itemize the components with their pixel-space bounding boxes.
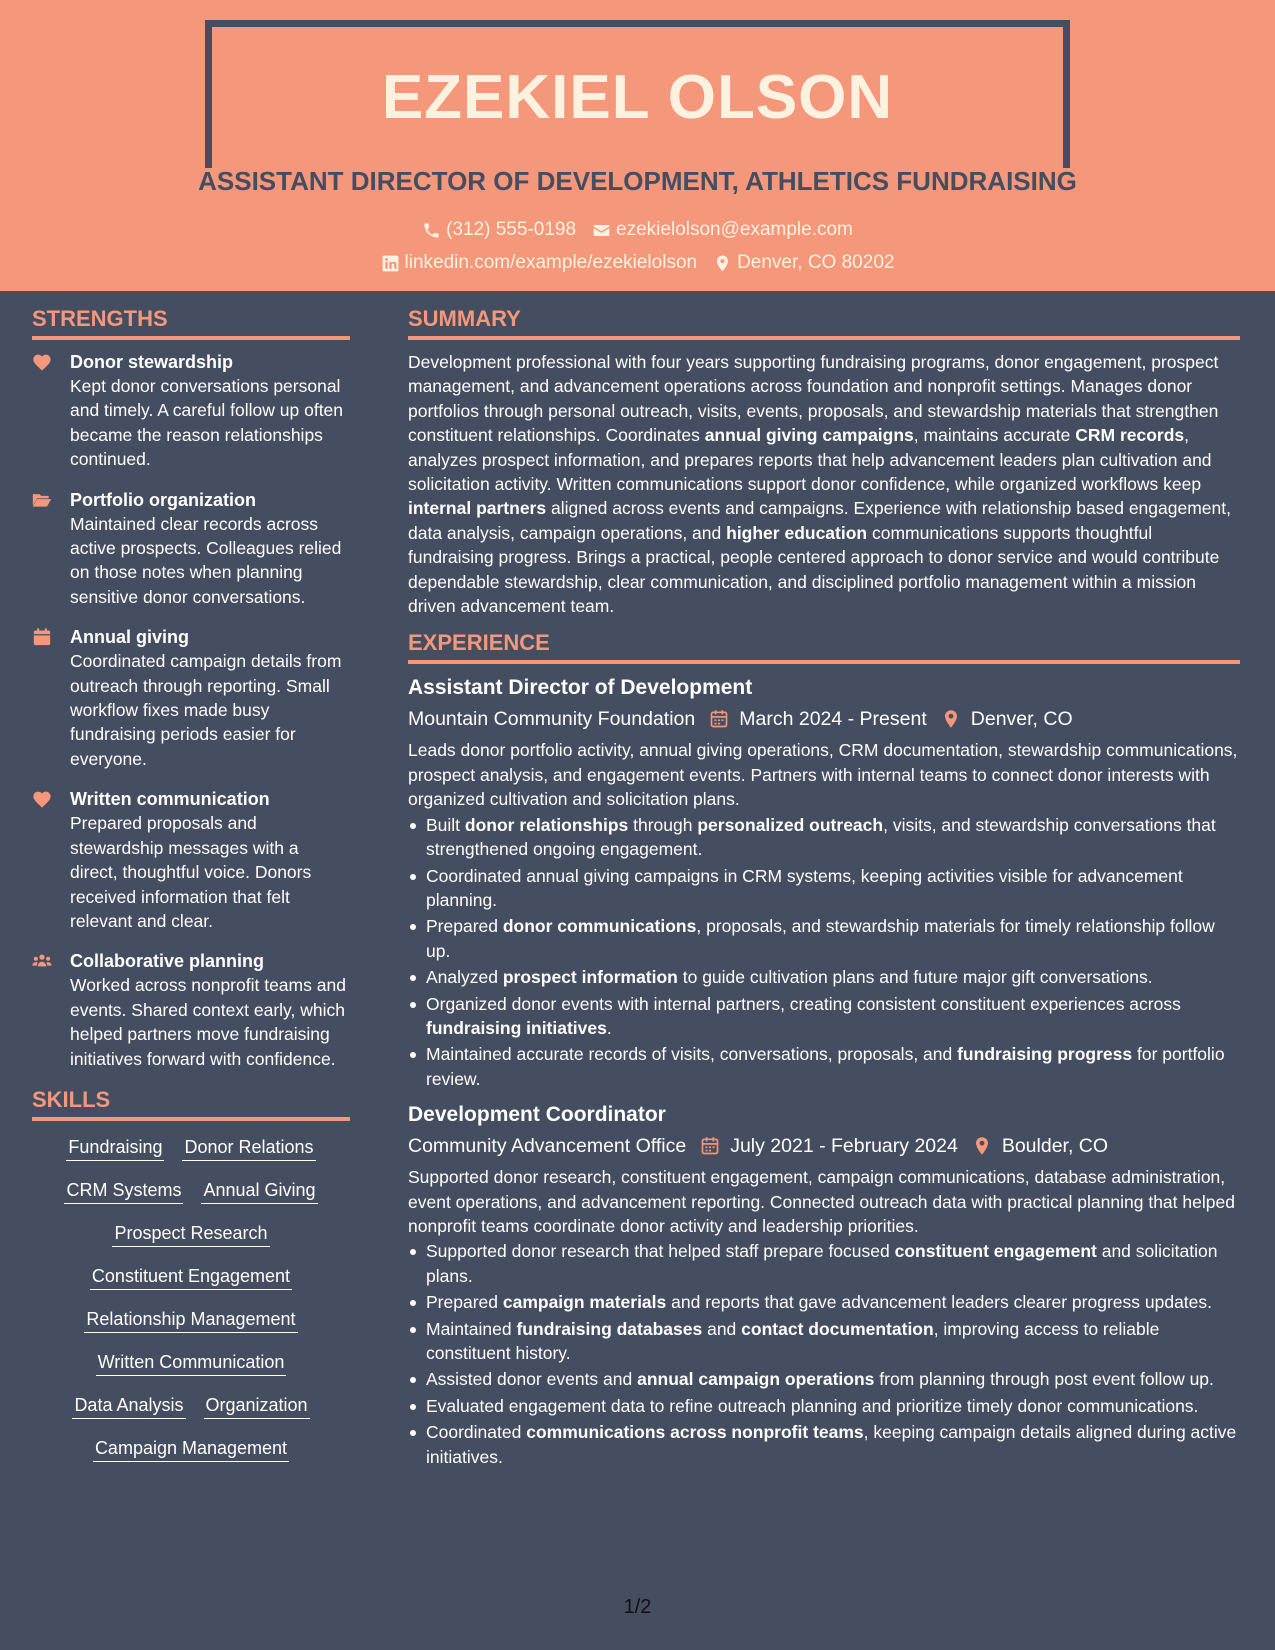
text-span: Coordinated (426, 1422, 527, 1443)
job-description: Leads donor portfolio activity, annual giving operations, CRM documentation, stewardship communications, prospect analysis, and engagement events. Partners with internal teams to connect donor interests with organized cultivation and solicitation plans. (408, 740, 1238, 810)
strengths-list (32, 350, 350, 1071)
contact-location (713, 252, 894, 274)
job-entry (408, 1101, 1240, 1469)
bold-text: fundraising databases (516, 1318, 703, 1339)
text-span: Maintained accurate records of visits, conversations, proposals, and (426, 1044, 958, 1065)
contact-linkedin[interactable] (381, 252, 698, 274)
skills-heading: SKILLS (32, 1087, 350, 1121)
strength-text: Coordinated campaign details from outreach through reporting. Small workflow fixes made busy fundraising periods easier for everyone. (70, 651, 342, 769)
bold-text: annual giving campaigns (704, 425, 914, 446)
bold-text: constituent engagement (894, 1241, 1097, 1262)
page-number: 1/2 (623, 1596, 652, 1618)
skill-row (32, 1135, 350, 1161)
text-span: . (606, 1017, 612, 1038)
job-meta (408, 702, 1240, 736)
text-span: Development professional with four years supporting fundraising programs, donor engagement, prospect management, and advancement operations across foundation and nonprofit settings. Manages donor portfolios through personal outreach, visits, events, proposals, and stewardship materials that strengthen constituent relationships. Coordinates (408, 352, 1219, 446)
skill-tag: Data Analysis (72, 1393, 185, 1419)
text-span: Analyzed (426, 967, 503, 988)
strength-body (70, 949, 350, 1071)
summary-text (408, 350, 1240, 618)
text-span: for portfolio review. (426, 1044, 1225, 1089)
bullet-item (408, 965, 1240, 989)
text-span: Prepared (426, 1292, 503, 1313)
text-span: communications supports thoughtful fundraising progress. Brings a practical, people centered approach to donor service and would contribute dependable stewardship, clear communication, and disciplined portfolio management within a mission driven advancement team. (408, 522, 1220, 617)
text-span: and (702, 1318, 742, 1339)
job-location: Denver, CO (970, 708, 1073, 731)
bullet-item (408, 914, 1240, 963)
strength-body (70, 350, 350, 472)
bullet-item (408, 1420, 1240, 1469)
resume-header (0, 0, 1275, 291)
strength-title: Portfolio organization (70, 489, 256, 510)
strengths-heading: STRENGTHS (32, 306, 350, 340)
heart-icon (32, 350, 70, 472)
contact-row-2 (0, 252, 1275, 274)
map-pin-icon (713, 254, 732, 273)
summary-heading: SUMMARY (408, 306, 1240, 340)
text-span: , analyzes prospect information, and prepares reports that help advancement leaders plan cultivation and solicitation activity. Written communications support donor confidence, while organized workflows keep (408, 425, 1212, 495)
contact-phone[interactable] (422, 219, 576, 241)
job-meta (408, 1129, 1240, 1163)
experience-list (408, 674, 1240, 1469)
text-span: Coordinated annual giving campaigns in CRM systems, keeping activities visible for advancement planning. (426, 865, 1183, 910)
skill-tag: Campaign Management (93, 1436, 289, 1462)
text-span: Maintained (426, 1318, 517, 1339)
folder-open-icon (32, 488, 70, 610)
skill-row (32, 1178, 350, 1204)
bullet-item (408, 992, 1240, 1041)
candidate-name: EZEKIEL OLSON (381, 63, 894, 132)
bullet-item (408, 1239, 1240, 1288)
skill-row (32, 1221, 350, 1247)
strength-body (70, 488, 350, 610)
text-span: , maintains accurate (913, 425, 1076, 446)
right-column (408, 306, 1240, 1479)
job-bullets (408, 1239, 1240, 1469)
skill-tag: Donor Relations (182, 1135, 315, 1161)
skill-tag: Written Communication (96, 1350, 287, 1376)
map-pin-icon (972, 1136, 992, 1156)
skill-row (32, 1393, 350, 1419)
bold-text: communications across nonprofit teams (526, 1422, 864, 1443)
job-organization: Community Advancement Office (408, 1135, 687, 1158)
linkedin-text: linkedin.com/example/ezekielolson (404, 252, 698, 273)
skill-tag: Fundraising (66, 1135, 164, 1161)
strength-item (32, 350, 350, 472)
text-span: and reports that gave advancement leaders clearer progress updates. (666, 1292, 1213, 1313)
job-location: Boulder, CO (1001, 1135, 1109, 1158)
text-span: , proposals, and stewardship materials for timely relationship follow up. (426, 916, 1215, 961)
bullet-item (408, 1367, 1240, 1391)
linkedin-icon (381, 254, 400, 273)
skill-row (32, 1436, 350, 1462)
text-span: aligned across events and campaigns. Experience with relationship based engagement, data analysis, campaign operations, and (408, 498, 1231, 543)
bullet-item (408, 813, 1240, 862)
job-bullets (408, 813, 1240, 1091)
skill-tag: Annual Giving (201, 1178, 317, 1204)
skill-row (32, 1307, 350, 1333)
strength-item (32, 949, 350, 1071)
skill-row (32, 1350, 350, 1376)
text-span: from planning through post event follow up. (874, 1369, 1214, 1390)
text-span: Prepared (426, 916, 503, 937)
candidate-title: ASSISTANT DIRECTOR OF DEVELOPMENT, ATHLETICS FUNDRAISING (198, 166, 1077, 196)
bold-text: fundraising progress (957, 1044, 1133, 1065)
text-span: Evaluated engagement data to refine outreach planning and prioritize timely donor communications. (426, 1395, 1199, 1416)
strength-text: Worked across nonprofit teams and events. Shared context early, which helped partners move fundraising initiatives forward with confidence. (70, 975, 346, 1069)
location-text: Denver, CO 80202 (737, 252, 895, 273)
bold-text: campaign materials (502, 1292, 667, 1313)
left-column (32, 306, 350, 1479)
bullet-item (408, 864, 1240, 913)
bold-text: contact documentation (741, 1318, 934, 1339)
text-span: Assisted donor events and (426, 1369, 638, 1390)
skills-list (32, 1131, 350, 1462)
bold-text: annual campaign operations (637, 1369, 875, 1390)
skill-tag: Constituent Engagement (90, 1264, 292, 1290)
bold-text: higher education (726, 522, 868, 543)
strength-item (32, 787, 350, 933)
bold-text: fundraising initiatives (426, 1017, 607, 1038)
calendar-icon (700, 1136, 720, 1156)
bold-text: donor relationships (464, 814, 629, 835)
text-span: , improving access to reliable constituent history. (426, 1318, 1160, 1363)
skill-row (32, 1264, 350, 1290)
strength-item (32, 488, 350, 610)
phone-icon (422, 221, 441, 240)
text-span: through (628, 814, 698, 835)
job-description: Supported donor research, constituent engagement, campaign communications, database administration, event operations, and advancement reporting. Connected outreach data with practical planning that helped nonprofit teams coordinate donor activity and leadership priorities. (408, 1167, 1235, 1236)
skill-tag: Prospect Research (112, 1221, 269, 1247)
email-text: ezekielolson@example.com (616, 219, 853, 240)
text-span: Built (426, 814, 465, 835)
strength-body (70, 625, 350, 771)
strength-item (32, 625, 350, 771)
text-span: , keeping campaign details aligned during active initiatives. (426, 1422, 1237, 1467)
skill-tag: Organization (204, 1393, 310, 1419)
strength-title: Collaborative planning (70, 951, 265, 972)
calendar-icon (32, 625, 70, 771)
job-organization: Mountain Community Foundation (408, 708, 696, 731)
heart-icon (32, 787, 70, 933)
map-pin-icon (941, 709, 961, 729)
bullet-item (408, 1394, 1240, 1418)
strength-text: Kept donor conversations personal and timely. A careful follow up often became the reason relationships continued. (70, 376, 344, 470)
bold-text: internal partners (408, 498, 547, 519)
envelope-icon (592, 221, 611, 240)
job-dates: March 2024 - Present (739, 708, 927, 731)
phone-text: (312) 555-0198 (446, 219, 577, 240)
strength-title: Annual giving (70, 627, 189, 648)
bold-text: donor communications (502, 916, 697, 937)
contact-row-1 (0, 219, 1275, 241)
job-role: Development Coordinator (408, 1103, 666, 1127)
strength-title: Donor stewardship (70, 352, 234, 372)
text-span: Supported donor research that helped staff prepare focused (426, 1241, 895, 1262)
calendar-icon (709, 709, 729, 729)
strength-title: Written communication (70, 789, 270, 810)
text-span: Organized donor events with internal partners, creating consistent constituent experiences across (426, 993, 1181, 1014)
bold-text: personalized outreach (697, 814, 884, 835)
strength-text: Prepared proposals and stewardship messages with a direct, thoughtful voice. Donors received information that felt relevant and clear. (70, 813, 312, 931)
text-span: to guide cultivation plans and future major gift conversations. (677, 967, 1153, 988)
text-span: , visits, and stewardship conversations that strengthened ongoing engagement. (426, 814, 1216, 860)
skill-tag: CRM Systems (64, 1178, 183, 1204)
bold-text: prospect information (502, 967, 678, 988)
bold-text: CRM records (1075, 425, 1185, 446)
job-role: Assistant Director of Development (408, 676, 753, 700)
job-entry (408, 674, 1240, 1091)
bullet-item (408, 1317, 1240, 1366)
skill-tag: Relationship Management (84, 1307, 297, 1333)
strength-body (70, 787, 350, 933)
experience-heading: EXPERIENCE (408, 630, 1240, 664)
bullet-item (408, 1042, 1240, 1091)
bullet-item (408, 1290, 1240, 1314)
strength-text: Maintained clear records across active prospects. Colleagues relied on those notes when planning sensitive donor conversations. (70, 513, 342, 607)
text-span: and solicitation plans. (426, 1241, 1218, 1286)
users-icon (32, 949, 70, 1071)
contact-email[interactable] (592, 219, 853, 241)
job-dates: July 2021 - February 2024 (730, 1135, 958, 1158)
